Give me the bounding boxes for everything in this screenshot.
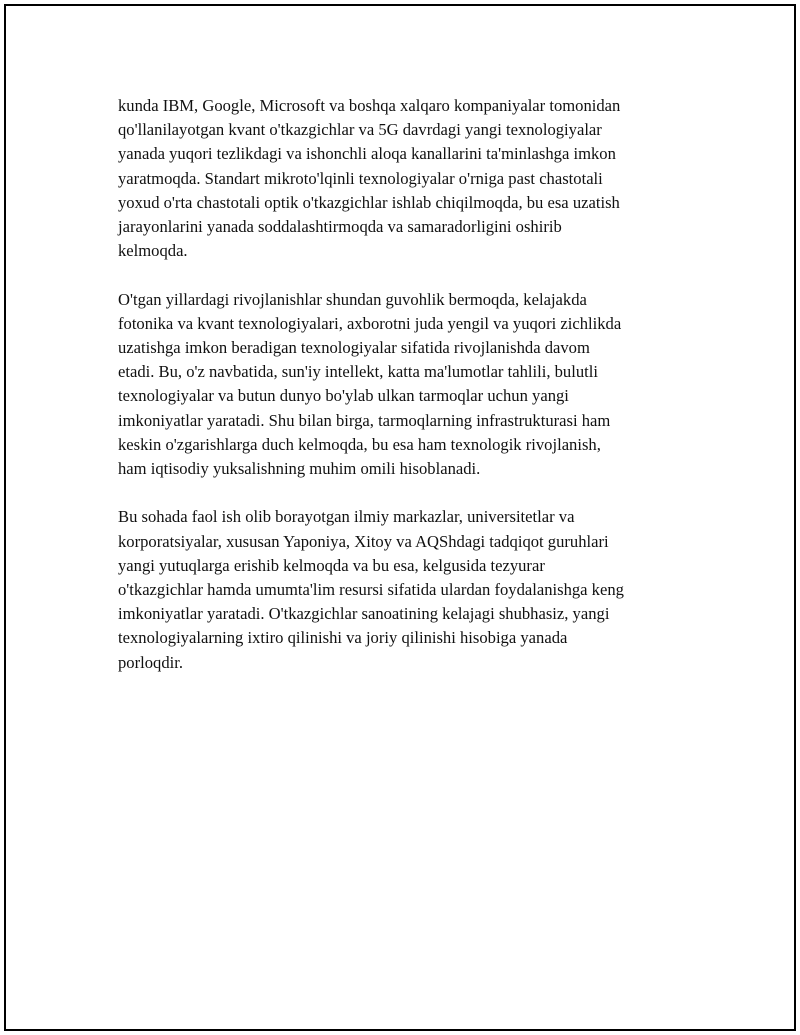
text-line: yangi yutuqlarga erishib kelmoqda va bu esa, kelgusida tezyurar <box>118 555 545 575</box>
text-line: texnologiyalarning ixtiro qilinishi va joriy qilinishi hisobiga yanada <box>118 628 568 648</box>
document-body <box>118 94 688 699</box>
text-line: ham iqtisodiy yuksalishning muhim omili hisoblanadi. <box>118 459 481 479</box>
text-line: kelmoqda. <box>118 241 188 261</box>
text-line: jarayonlarini yanada soddalashtirmoqda va samaradorligini oshirib <box>118 217 562 237</box>
text-line: korporatsiyalar, xususan Yaponiya, Xitoy va AQShdagi tadqiqot guruhlari <box>118 531 609 551</box>
paragraph-2 <box>118 288 688 482</box>
text-line: etadi. Bu, o'z navbatida, sun'iy intellekt, katta ma'lumotlar tahlili, bulutli <box>118 362 598 382</box>
text-line: keskin o'zgarishlarga duch kelmoqda, bu esa ham texnologik rivojlanish, <box>118 434 601 454</box>
text-line: yaratmoqda. Standart mikroto'lqinli texnologiyalar o'rniga past chastotali <box>118 168 603 188</box>
text-line: texnologiyalar va butun dunyo bo'ylab ulkan tarmoqlar uchun yangi <box>118 386 569 406</box>
text-line: yanada yuqori tezlikdagi va ishonchli aloqa kanallarini ta'minlashga imkon <box>118 144 616 164</box>
text-line: yoxud o'rta chastotali optik o'tkazgichlar ishlab chiqilmoqda, bu esa uzatish <box>118 192 620 212</box>
text-line: imkoniyatlar yaratadi. O'tkazgichlar sanoatining kelajagi shubhasiz, yangi <box>118 604 610 624</box>
text-line: Bu sohada faol ish olib borayotgan ilmiy markazlar, universitetlar va <box>118 507 575 527</box>
text-line: porloqdir. <box>118 652 183 672</box>
text-line: fotonika va kvant texnologiyalari, axborotni juda yengil va yuqori zichlikda <box>118 313 622 333</box>
text-line: imkoniyatlar yaratadi. Shu bilan birga, tarmoqlarning infrastrukturasi ham <box>118 410 611 430</box>
text-line: o'tkazgichlar hamda umumta'lim resursi sifatida ulardan foydalanishga keng <box>118 580 624 600</box>
text-line: O'tgan yillardagi rivojlanishlar shundan guvohlik bermoqda, kelajakda <box>118 289 587 309</box>
text-line: uzatishga imkon beradigan texnologiyalar sifatida rivojlanishda davom <box>118 338 590 358</box>
text-line: kunda IBM, Google, Microsoft va boshqa xalqaro kompaniyalar tomonidan <box>118 96 621 115</box>
text-line: qo'llanilayotgan kvant o'tkazgichlar va 5G davrdagi yangi texnologiyalar <box>118 120 602 140</box>
paragraph-3 <box>118 505 688 674</box>
paragraph-1 <box>118 94 688 263</box>
